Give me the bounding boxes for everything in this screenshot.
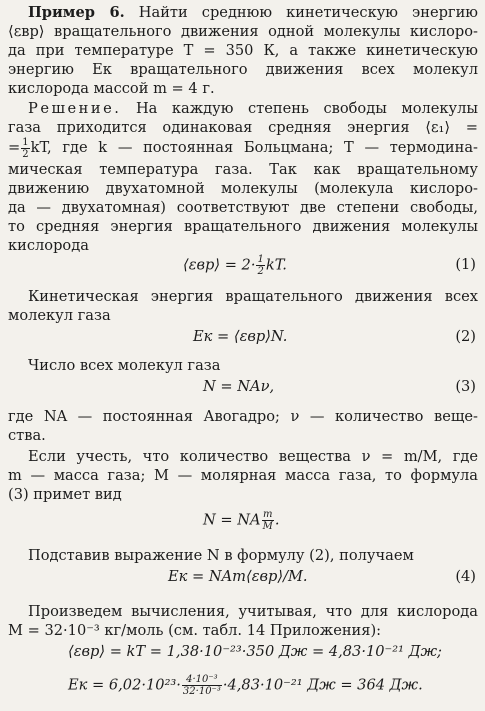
equation-2-number: (2) xyxy=(455,328,476,345)
substance-line-2: m — масса газа; M — молярная масса газа, то формула xyxy=(8,467,478,484)
equation-2-formula: Eк = ⟨εвр⟩N. xyxy=(193,328,288,345)
equation-3b-formula xyxy=(203,509,279,532)
fraction-denominator: M xyxy=(262,521,273,532)
example-text-1: Найти среднюю кинетическую энергию xyxy=(138,4,479,21)
fraction-numerator: 1 xyxy=(22,136,29,148)
example-label: Пример 6. xyxy=(28,4,125,21)
solution-line-7: то средняя энергия вращательного движения молекулы xyxy=(8,218,478,235)
example-line-5: кислорода массой m = 4 г. xyxy=(8,80,215,97)
equation-3b xyxy=(8,505,478,535)
equation-3-number: (3) xyxy=(455,378,476,395)
eq1-right: kT. xyxy=(265,256,287,274)
example-line-1 xyxy=(28,3,478,22)
fraction-numerator: 1 xyxy=(257,254,264,265)
solution-line-1 xyxy=(28,99,478,118)
equation-4-number: (4) xyxy=(455,568,476,585)
calculation-2-formula xyxy=(68,674,423,697)
equation-1-number: (1) xyxy=(455,256,476,273)
equation-3 xyxy=(8,372,478,402)
calculation-2 xyxy=(8,672,478,708)
equation-4 xyxy=(8,562,478,592)
solution-line-3 xyxy=(8,136,478,160)
calculation-line-2: M = 32·10⁻³ кг/моль (см. табл. 14 Приложения): xyxy=(8,622,382,639)
avogadro-line-2: ства. xyxy=(8,427,46,444)
fraction-numerator: 4·10⁻³ xyxy=(182,674,222,686)
solution-text-1: На каждую степень свободы молекулы xyxy=(135,100,479,117)
solution-line-8: кислорода xyxy=(8,237,89,254)
substance-line-3: (3) примет вид xyxy=(8,486,122,503)
fraction-numerator: m xyxy=(262,509,273,520)
substance-line-1: Если учесть, что количество вещества ν = m/M, где xyxy=(28,448,478,465)
solution-line-6: да — двухатомная) соответствуют две степени свободы, xyxy=(8,199,478,216)
equation-3-formula: N = NAν, xyxy=(203,378,275,395)
calculation-1 xyxy=(8,637,478,667)
calc2-right: ·4,83·10⁻²¹ Дж = 364 Дж. xyxy=(222,676,423,694)
solution-line-5: движению двухатомной молекулы (молекула кислоро- xyxy=(8,180,478,197)
equation-1 xyxy=(8,250,478,280)
kinetic-line-1: Кинетическая энергия вращательного движения всех xyxy=(28,288,478,305)
fraction-denominator: 2 xyxy=(257,266,264,277)
eq-sign: = xyxy=(8,139,21,156)
kinetic-line-2: молекул газа xyxy=(8,307,111,324)
calc2-left: Eк = 6,02·10²³· xyxy=(68,676,181,694)
solution-line-4: мическая температура газа. Так как вращательному xyxy=(8,161,478,178)
eq3b-fraction xyxy=(262,509,274,532)
eq3b-left: N = NA xyxy=(203,511,261,529)
eq1-fraction xyxy=(256,254,264,277)
fraction-denominator: 2 xyxy=(22,148,29,160)
eq1-left: ⟨εвр⟩ = 2· xyxy=(183,256,256,274)
example-line-3: да при температуре T = 350 К, а также кинетическую xyxy=(8,42,478,59)
number-line-1: Число всех молекул газа xyxy=(28,357,221,374)
substitute-line-1: Подставив выражение N в формулу (2), получаем xyxy=(28,547,414,564)
solution-text-3: kT, где k — постоянная Больцмана; T — термодина- xyxy=(30,139,478,156)
example-line-2: ⟨εвр⟩ вращательного движения одной молекулы кислоро- xyxy=(8,23,478,40)
equation-2 xyxy=(8,322,478,352)
calc2-fraction xyxy=(182,674,222,697)
eq3b-right: . xyxy=(274,511,280,529)
avogadro-line-1: где NA — постоянная Авогадро; ν — количество веще- xyxy=(8,408,478,425)
example-line-4: энергию Eк вращательного движения всех молекул xyxy=(8,61,478,78)
calculation-1-formula: ⟨εвр⟩ = kT = 1,38·10⁻²³·350 Дж = 4,83·10⁻²¹ Дж; xyxy=(68,643,442,660)
solution-heading: Решение. xyxy=(28,100,122,117)
calculation-line-1: Произведем вычисления, учитывая, что для кислорода xyxy=(28,603,478,620)
equation-1-formula xyxy=(183,254,287,277)
solution-line-2: газа приходится одинаковая средняя энергия ⟨ε₁⟩ = xyxy=(8,119,478,136)
fraction-denominator: 32·10⁻³ xyxy=(182,686,221,697)
one-half-fraction xyxy=(21,137,29,160)
equation-4-formula: Eк = NAm⟨εвр⟩/M. xyxy=(168,568,308,585)
